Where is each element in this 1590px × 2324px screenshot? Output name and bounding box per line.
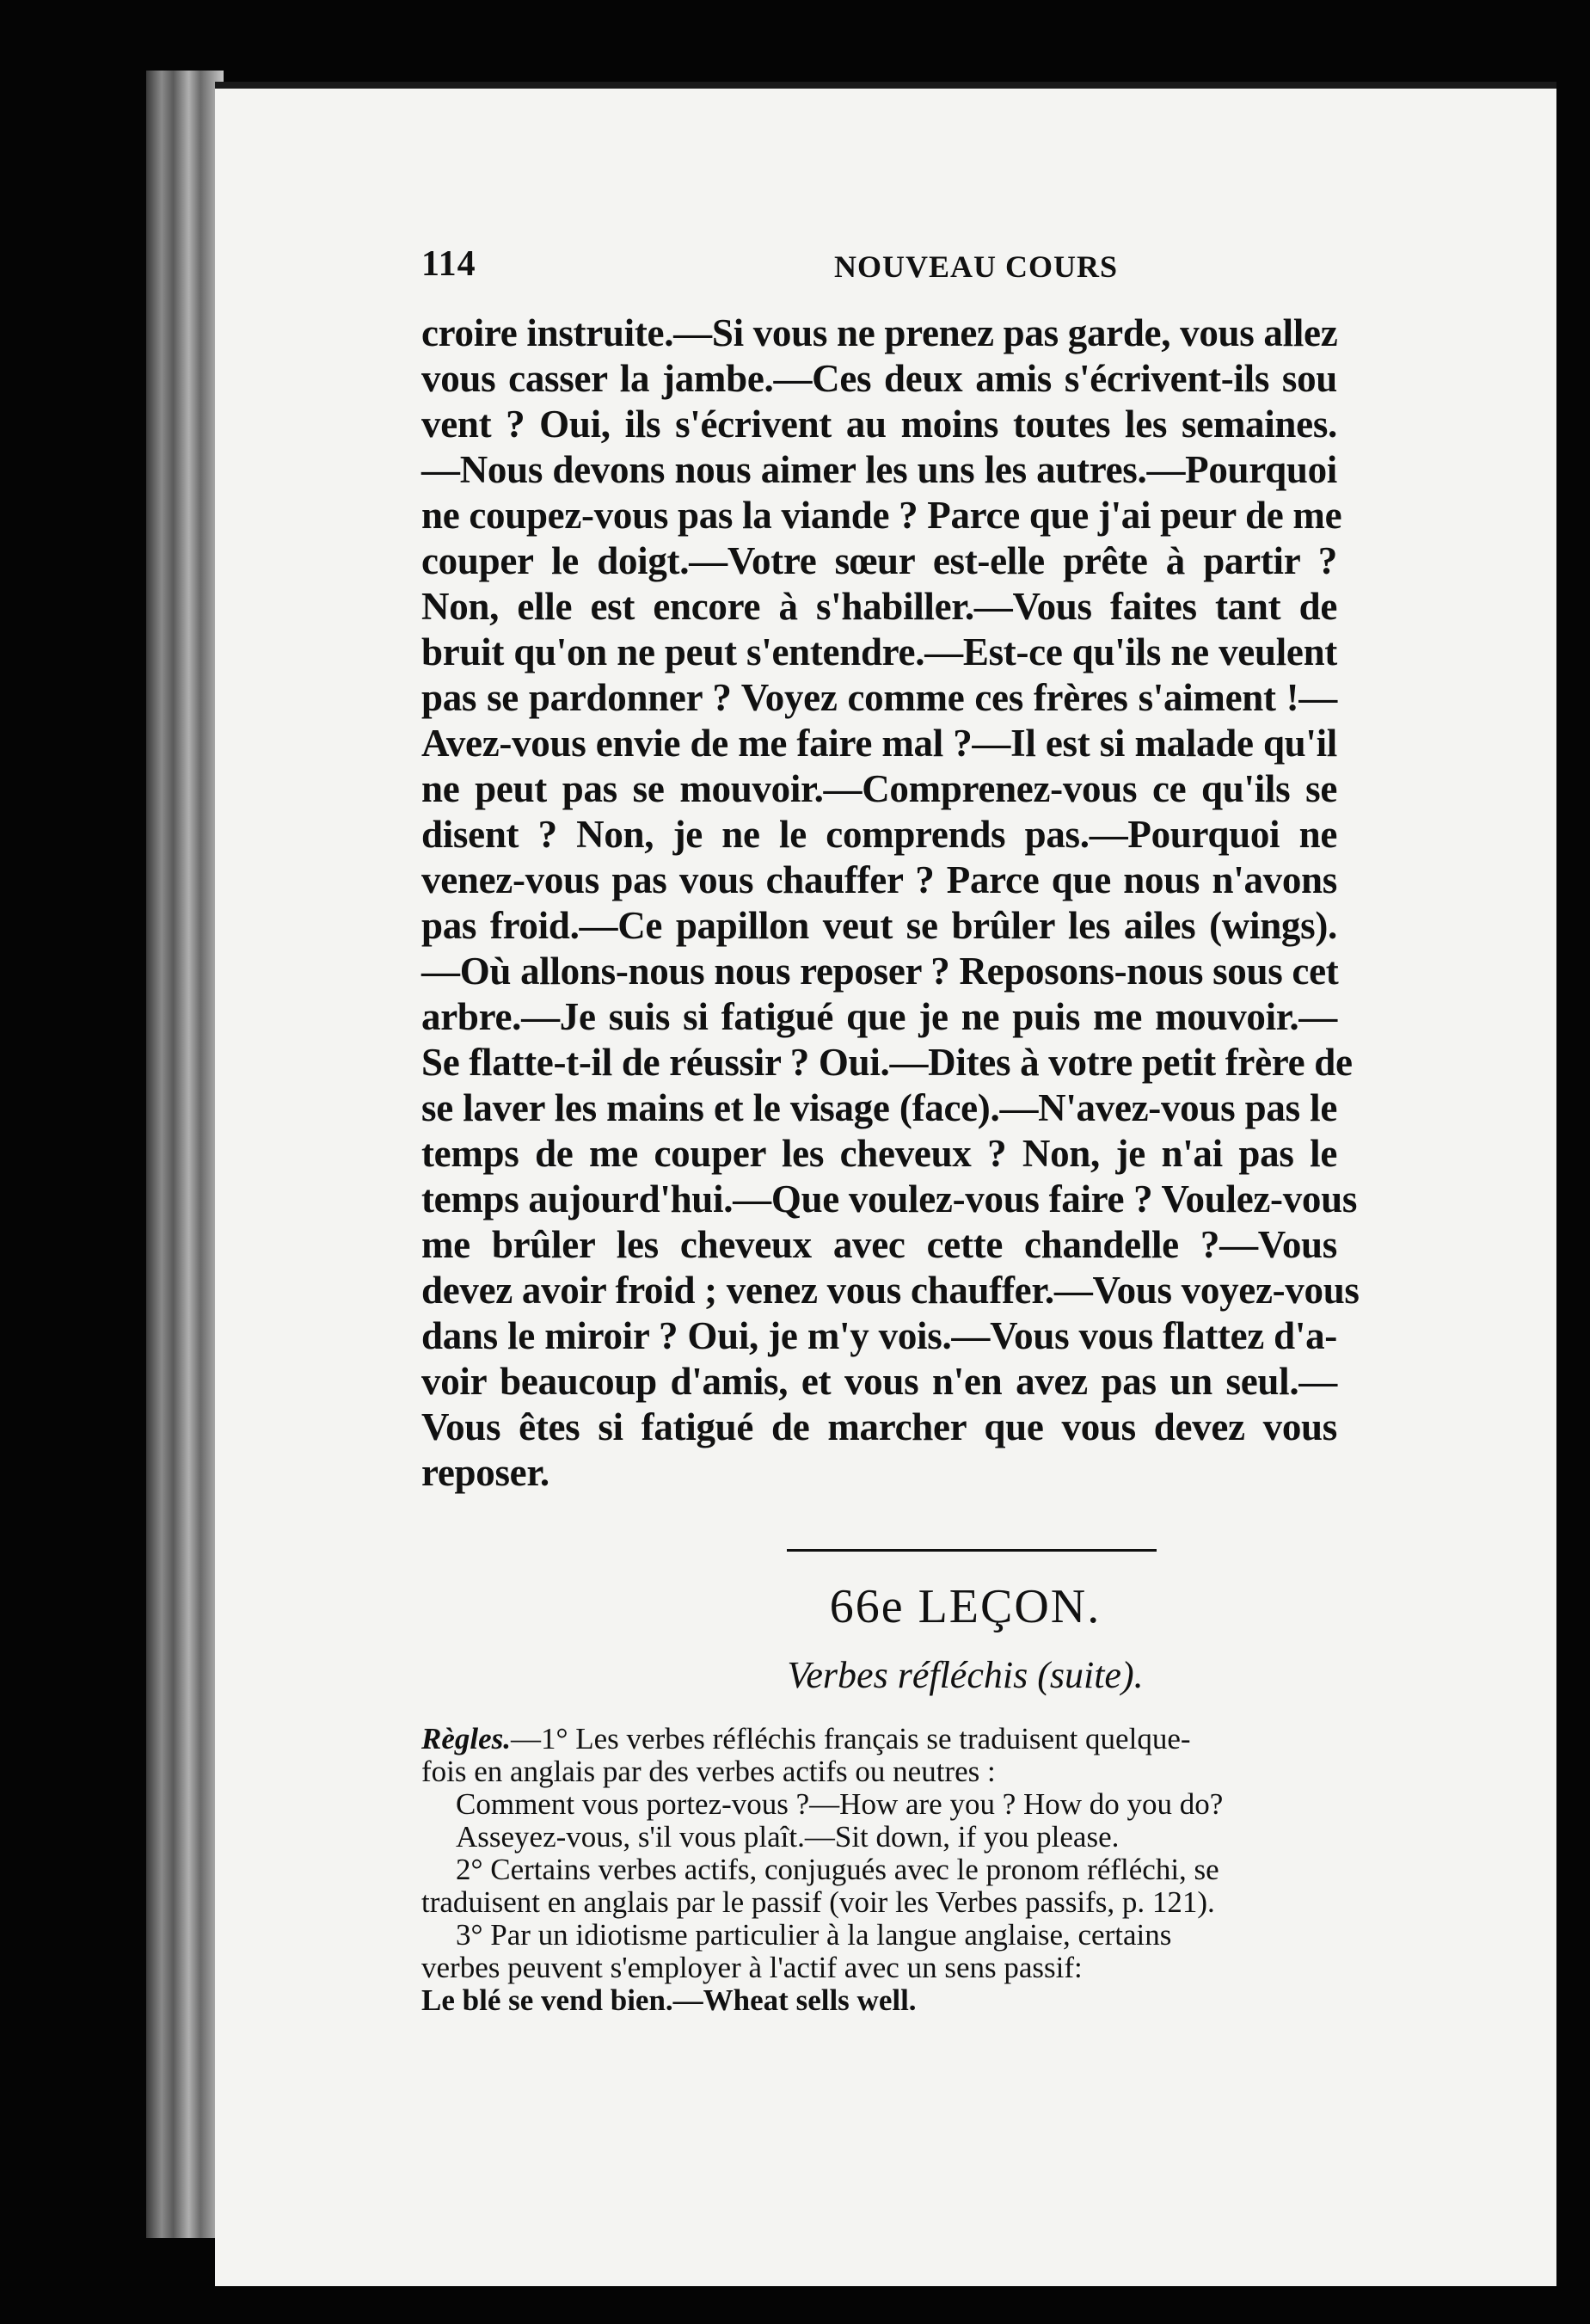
rules-example: Comment vous portez-vous ?—How are you ? How do you do? xyxy=(456,1787,1224,1821)
exercise-line: Non, elle est encore à s'habiller.—Vous faites tant de xyxy=(421,585,1337,628)
book-page-edges xyxy=(146,71,224,2238)
exercise-line: bruit qu'on ne peut s'entendre.—Est-ce qu'ils ne veulent xyxy=(421,630,1337,673)
exercise-line: reposer. xyxy=(421,1451,549,1494)
exercise-line: me brûler les cheveux avec cette chandelle ?—Vous xyxy=(421,1223,1337,1266)
lesson-subtitle: Verbes réfléchis (suite). xyxy=(787,1654,1144,1696)
exercise-line: dans le miroir ? Oui, je m'y vois.—Vous vous flattez d'a- xyxy=(421,1314,1337,1357)
running-title: NOUVEAU COURS xyxy=(834,249,1119,284)
exercise-paragraph xyxy=(421,310,1360,1496)
rules-line: fois en anglais par des verbes actifs ou neutres : xyxy=(421,1755,996,1788)
rules-example: Le blé se vend bien.—Wheat sells well. xyxy=(421,1983,917,2017)
exercise-line: —Où allons-nous nous reposer ? Reposons-nous sous cet xyxy=(421,950,1339,993)
exercise-line: Vous êtes si fatigué de marcher que vous devez vous xyxy=(421,1405,1337,1448)
rules-line: traduisent en anglais par le passif (voir les Verbes passifs, p. 121). xyxy=(421,1885,1215,1919)
exercise-line: temps de me couper les cheveux ? Non, je n'ai pas le xyxy=(421,1132,1337,1175)
exercise-line: couper le doigt.—Votre sœur est-elle prête à partir ? xyxy=(421,539,1337,582)
exercise-line: Se flatte-t-il de réussir ? Oui.—Dites à votre petit frère de xyxy=(421,1041,1353,1084)
exercise-line: se laver les mains et le visage (face).—N'avez-vous pas le xyxy=(421,1086,1337,1129)
rules-line: verbes peuvent s'employer à l'actif avec un sens passif: xyxy=(421,1951,1083,1984)
rules-label: Règles. xyxy=(421,1722,512,1755)
exercise-line: ne coupez-vous pas la viande ? Parce que j'ai peur de me xyxy=(421,494,1342,537)
exercise-line: pas froid.—Ce papillon veut se brûler les ailes (wings). xyxy=(421,904,1337,947)
book-page xyxy=(215,82,1556,2286)
exercise-line: arbre.—Je suis si fatigué que je ne puis me mouvoir.— xyxy=(421,995,1337,1038)
section-divider xyxy=(787,1549,1157,1552)
rules-line xyxy=(421,1723,1337,1755)
exercise-line: ne peut pas se mouvoir.—Comprenez-vous ce qu'ils se xyxy=(421,767,1337,810)
running-head xyxy=(421,243,1337,295)
page-content xyxy=(421,243,1360,2017)
rules-line: 2° Certains verbes actifs, conjugués avec le pronom réfléchi, se xyxy=(456,1853,1219,1886)
exercise-line: pas se pardonner ? Voyez comme ces frères s'aiment !— xyxy=(421,676,1337,719)
exercise-line: vent ? Oui, ils s'écrivent au moins toutes les semaines. xyxy=(421,403,1337,446)
exercise-line: croire instruite.—Si vous ne prenez pas garde, vous allez xyxy=(421,311,1338,354)
rules-example: Asseyez-vous, s'il vous plaît.—Sit down, if you please. xyxy=(456,1820,1120,1854)
exercise-line: voir beaucoup d'amis, et vous n'en avez pas un seul.— xyxy=(421,1360,1337,1403)
page-number: 114 xyxy=(421,244,476,284)
exercise-line: vous casser la jambe.—Ces deux amis s'écrivent-ils sou xyxy=(421,357,1337,400)
exercise-line: devez avoir froid ; venez vous chauffer.—Vous voyez-vous xyxy=(421,1269,1360,1312)
exercise-line: venez-vous pas vous chauffer ? Parce que nous n'avons xyxy=(421,858,1337,901)
rules-section xyxy=(421,1723,1337,2017)
exercise-line: temps aujourd'hui.—Que voulez-vous faire ? Voulez-vous xyxy=(421,1177,1358,1220)
rules-line-text: —1° Les verbes réfléchis français se traduisent quelque- xyxy=(511,1722,1191,1755)
exercise-line: Avez-vous envie de me faire mal ?—Il est si malade qu'il xyxy=(421,722,1337,765)
rules-line: 3° Par un idiotisme particulier à la langue anglaise, certains xyxy=(456,1918,1172,1952)
lesson-title: 66e LEÇON. xyxy=(829,1580,1102,1633)
exercise-line: —Nous devons nous aimer les uns les autres.—Pourquoi xyxy=(421,448,1337,491)
exercise-line: disent ? Non, je ne le comprends pas.—Pourquoi ne xyxy=(421,813,1337,856)
